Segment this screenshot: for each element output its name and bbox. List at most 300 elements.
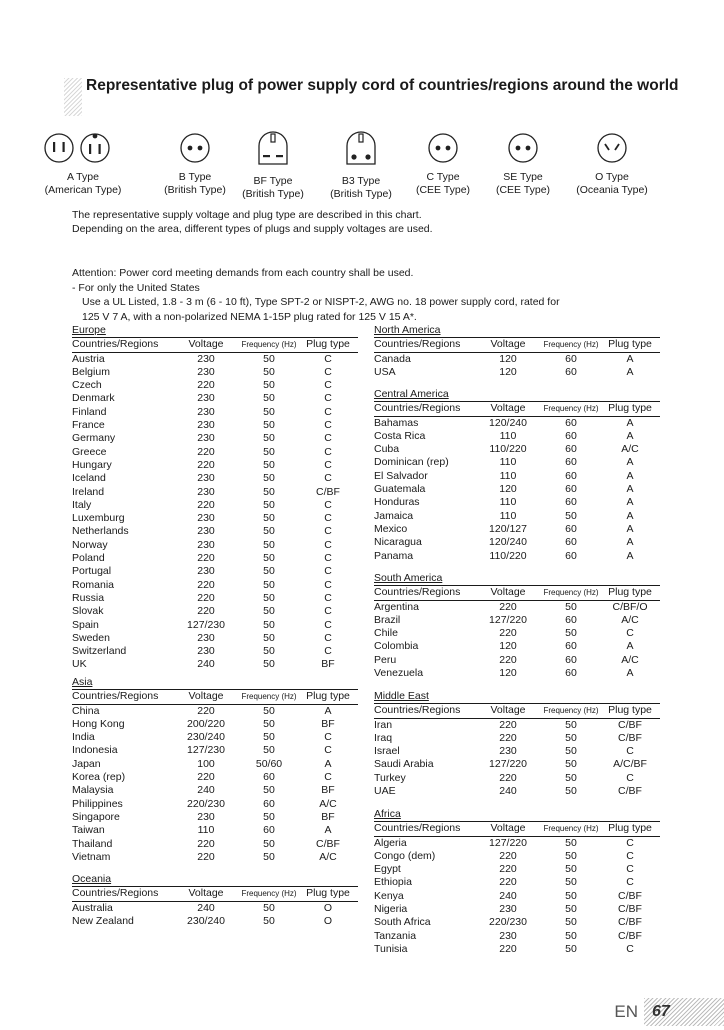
- cell-plug: C: [324, 605, 332, 618]
- cell-plug: A: [626, 640, 634, 653]
- region-title: Africa: [374, 808, 401, 820]
- plug-b-icon: [177, 128, 213, 164]
- cell-plug: C/BF: [618, 889, 642, 902]
- cell-country: Iceland: [72, 472, 106, 485]
- cell-country: USA: [374, 365, 396, 378]
- plug-c-icon: [425, 128, 461, 164]
- table-row: [72, 915, 358, 928]
- cell-country: Australia: [72, 901, 113, 914]
- cell-plug: C: [324, 472, 332, 485]
- region-table: [72, 886, 358, 928]
- cell-plug: C/BF: [618, 718, 642, 731]
- region-africa: [374, 808, 660, 956]
- table-row: [374, 456, 660, 469]
- cell-plug: C/BF: [618, 929, 642, 942]
- cell-country: Hong Kong: [72, 717, 125, 730]
- cell-country: Canada: [374, 352, 411, 365]
- cell-frequency: 50: [263, 645, 275, 658]
- table-header: [374, 402, 660, 416]
- cell-frequency: 60: [263, 797, 275, 810]
- table-row: [374, 930, 660, 943]
- region-title: Europe: [72, 324, 106, 336]
- cell-country: Norway: [72, 538, 108, 551]
- table-row: [374, 876, 660, 889]
- table-row: [374, 718, 660, 732]
- cell-plug: C: [324, 578, 332, 591]
- cell-country: Egypt: [374, 863, 401, 876]
- col-voltage: Voltage: [490, 704, 526, 717]
- cell-frequency: 50: [565, 903, 577, 916]
- table-row: [72, 731, 358, 744]
- cell-plug: C: [324, 432, 332, 445]
- col-country: Countries/Regions: [374, 822, 461, 835]
- cell-frequency: 50: [565, 836, 577, 849]
- cell-country: Taiwan: [72, 824, 105, 837]
- table-header: [72, 338, 358, 352]
- cell-frequency: 50: [565, 929, 577, 942]
- cell-voltage: 220: [499, 771, 517, 784]
- cell-frequency: 50: [263, 717, 275, 730]
- cell-frequency: 50: [565, 889, 577, 902]
- cell-voltage: 120/240: [489, 416, 527, 429]
- region-title: Oceania: [72, 873, 112, 885]
- cell-frequency: 50: [565, 863, 577, 876]
- region-table: [72, 337, 358, 671]
- plug-name: O Type: [595, 171, 629, 183]
- cell-voltage: 120: [499, 640, 517, 653]
- cell-frequency: 50: [263, 704, 275, 717]
- cell-frequency: 50: [565, 849, 577, 862]
- cell-voltage: 120: [499, 365, 517, 378]
- table-row: [374, 483, 660, 496]
- cell-frequency: 50: [263, 578, 275, 591]
- cell-voltage: 240: [499, 889, 517, 902]
- cell-country: Russia: [72, 591, 105, 604]
- cell-voltage: 220/230: [187, 797, 225, 810]
- cell-country: Thailand: [72, 837, 113, 850]
- cell-plug: C/BF: [618, 903, 642, 916]
- cell-plug: C: [324, 458, 332, 471]
- table-row: [72, 459, 358, 472]
- cell-country: Venezuela: [374, 667, 424, 680]
- cell-frequency: 60: [565, 416, 577, 429]
- col-frequency: Frequency (Hz): [241, 692, 297, 702]
- col-voltage: Voltage: [490, 402, 526, 415]
- region-title: Middle East: [374, 690, 429, 702]
- cell-plug: A: [626, 469, 634, 482]
- table-row: [374, 470, 660, 483]
- cell-voltage: 220: [197, 704, 215, 717]
- table-row: [72, 419, 358, 432]
- page-number-value: 67: [644, 998, 724, 1026]
- cell-country: Jamaica: [374, 509, 414, 522]
- cell-voltage: 110/220: [489, 549, 527, 562]
- cell-frequency: 60: [565, 549, 577, 562]
- cell-plug: A: [626, 496, 634, 509]
- plug-name: BF Type: [253, 175, 293, 187]
- table-row: [72, 432, 358, 445]
- cell-plug: C: [324, 405, 332, 418]
- table-header: [374, 338, 660, 352]
- col-frequency: Frequency (Hz): [543, 404, 599, 414]
- cell-frequency: 50: [263, 392, 275, 405]
- table-row: [374, 785, 660, 798]
- cell-country: Korea (rep): [72, 771, 126, 784]
- table-row: [72, 539, 358, 552]
- table-row: [374, 890, 660, 903]
- title-marker: [64, 78, 82, 116]
- cell-plug: A: [324, 824, 332, 837]
- col-voltage: Voltage: [490, 338, 526, 351]
- cell-voltage: 230: [197, 485, 215, 498]
- cell-country: Portugal: [72, 565, 112, 578]
- table-row: [72, 379, 358, 392]
- plug-subtitle: (American Type): [44, 184, 122, 196]
- cell-country: Kenya: [374, 889, 404, 902]
- cell-plug: A: [324, 757, 332, 770]
- table-row: [374, 745, 660, 758]
- cell-plug: C: [324, 352, 332, 365]
- cell-voltage: 230: [197, 432, 215, 445]
- cell-country: El Salvador: [374, 469, 428, 482]
- cell-voltage: 200/220: [187, 717, 225, 730]
- table-row: [374, 627, 660, 640]
- cell-voltage: 220: [499, 876, 517, 889]
- cell-country: Czech: [72, 379, 102, 392]
- cell-plug: C: [626, 942, 634, 955]
- region-asia: [72, 676, 358, 864]
- region-south-america: [374, 572, 660, 680]
- cell-voltage: 120: [499, 483, 517, 496]
- cell-voltage: 110/220: [489, 443, 527, 456]
- cell-country: Italy: [72, 498, 92, 511]
- table-row: [374, 523, 660, 536]
- region-oceania: [72, 873, 358, 928]
- cell-voltage: 220: [499, 849, 517, 862]
- col-frequency: Frequency (Hz): [241, 340, 297, 350]
- cell-frequency: 50: [565, 916, 577, 929]
- table-row: [72, 499, 358, 512]
- cell-plug: C: [324, 365, 332, 378]
- col-voltage: Voltage: [188, 338, 224, 351]
- cell-frequency: 60: [263, 824, 275, 837]
- table-row: [72, 565, 358, 578]
- cell-frequency: 50: [565, 600, 577, 613]
- cell-frequency: 50: [263, 485, 275, 498]
- table-row: [374, 863, 660, 876]
- cell-voltage: 110: [197, 824, 215, 837]
- col-country: Countries/Regions: [72, 887, 159, 900]
- cell-plug: A/C/BF: [613, 758, 647, 771]
- cell-voltage: 220: [197, 605, 215, 618]
- col-frequency: Frequency (Hz): [543, 340, 599, 350]
- table-header: [72, 690, 358, 704]
- cell-voltage: 220: [499, 942, 517, 955]
- region-table: [374, 337, 660, 379]
- cell-plug: A: [626, 667, 634, 680]
- cell-plug: C: [324, 771, 332, 784]
- col-plug: Plug type: [608, 338, 652, 351]
- cell-voltage: 220: [197, 578, 215, 591]
- cell-plug: C: [324, 445, 332, 458]
- region-table: [374, 585, 660, 680]
- col-voltage: Voltage: [188, 887, 224, 900]
- table-row: [374, 916, 660, 929]
- cell-voltage: 230: [197, 419, 215, 432]
- table-row: [72, 552, 358, 565]
- cell-plug: BF: [321, 717, 335, 730]
- cell-voltage: 220: [499, 627, 517, 640]
- cell-country: Indonesia: [72, 744, 118, 757]
- cell-plug: C/BF: [618, 785, 642, 798]
- cell-frequency: 50: [565, 509, 577, 522]
- cell-voltage: 127/220: [489, 836, 527, 849]
- cell-frequency: 50: [263, 525, 275, 538]
- region-title: North America: [374, 324, 441, 336]
- cell-voltage: 230: [499, 929, 517, 942]
- col-voltage: Voltage: [490, 822, 526, 835]
- cell-plug: C/BF: [316, 837, 340, 850]
- cell-plug: C/BF: [618, 731, 642, 744]
- table-row: [374, 772, 660, 785]
- plug-subtitle: (CEE Type): [495, 184, 551, 196]
- table-row: [374, 732, 660, 745]
- table-row: [72, 901, 358, 915]
- table-row: [72, 704, 358, 718]
- cell-voltage: 220: [197, 850, 215, 863]
- cell-frequency: 50: [263, 379, 275, 392]
- cell-frequency: 50: [565, 942, 577, 955]
- attention-note: [72, 266, 560, 324]
- cell-frequency: 60: [565, 536, 577, 549]
- cell-plug: A/C: [319, 850, 337, 863]
- cell-plug: O: [323, 901, 333, 914]
- col-country: Countries/Regions: [72, 690, 159, 703]
- table-row: [374, 600, 660, 614]
- cell-country: Chile: [374, 627, 398, 640]
- plug-subtitle: (British Type): [330, 188, 392, 200]
- cell-plug: A: [626, 483, 634, 496]
- table-row: [374, 536, 660, 549]
- table-row: [72, 658, 358, 671]
- cell-country: Guatemala: [374, 483, 426, 496]
- region-title: Central America: [374, 388, 449, 400]
- cell-voltage: 110: [499, 456, 517, 469]
- cell-plug: C: [324, 419, 332, 432]
- page-number: [614, 998, 724, 1026]
- table-row: [72, 718, 358, 731]
- cell-country: Ethiopia: [374, 876, 412, 889]
- table-row: [72, 771, 358, 784]
- cell-voltage: 127/220: [489, 758, 527, 771]
- cell-country: Costa Rica: [374, 429, 426, 442]
- cell-plug: C: [626, 863, 634, 876]
- table-row: [72, 352, 358, 366]
- cell-plug: A: [324, 704, 332, 717]
- cell-country: Japan: [72, 757, 101, 770]
- cell-country: Israel: [374, 745, 400, 758]
- cell-country: Luxemburg: [72, 512, 125, 525]
- table-row: [72, 645, 358, 658]
- cell-frequency: 50: [263, 365, 275, 378]
- region-title: South America: [374, 572, 443, 584]
- region-table: [374, 401, 660, 563]
- cell-country: Vietnam: [72, 850, 111, 863]
- cell-country: Dominican (rep): [374, 456, 449, 469]
- col-country: Countries/Regions: [374, 338, 461, 351]
- cell-frequency: 50: [263, 498, 275, 511]
- cell-plug: C: [324, 498, 332, 511]
- cell-country: Slovak: [72, 605, 104, 618]
- cell-plug: A: [626, 365, 634, 378]
- cell-voltage: 230: [197, 645, 215, 658]
- cell-plug: C: [626, 627, 634, 640]
- col-plug: Plug type: [608, 704, 652, 717]
- cell-voltage: 127/220: [489, 613, 527, 626]
- table-row: [72, 838, 358, 851]
- cell-voltage: 230: [499, 903, 517, 916]
- table-row: [374, 903, 660, 916]
- cell-country: Malaysia: [72, 784, 114, 797]
- cell-plug: A: [626, 549, 634, 562]
- plug-subtitle: (British Type): [242, 188, 304, 200]
- cell-voltage: 220: [197, 837, 215, 850]
- cell-voltage: 230: [197, 565, 215, 578]
- cell-voltage: 230/240: [187, 914, 225, 927]
- cell-frequency: 50: [263, 744, 275, 757]
- table-row: [374, 443, 660, 456]
- cell-voltage: 127/230: [187, 744, 225, 757]
- cell-frequency: 50: [263, 901, 275, 914]
- col-country: Countries/Regions: [374, 402, 461, 415]
- cell-frequency: 50: [263, 631, 275, 644]
- cell-frequency: 60: [565, 429, 577, 442]
- cell-frequency: 50: [263, 591, 275, 604]
- cell-country: Ireland: [72, 485, 105, 498]
- col-plug: Plug type: [608, 586, 652, 599]
- cell-voltage: 127/230: [187, 618, 225, 631]
- cell-plug: A: [626, 536, 634, 549]
- cell-voltage: 110: [499, 469, 517, 482]
- table-row: [72, 824, 358, 837]
- table-row: [72, 392, 358, 405]
- cell-plug: BF: [321, 810, 335, 823]
- cell-voltage: 120: [499, 667, 517, 680]
- cell-country: Romania: [72, 578, 115, 591]
- cell-frequency: 50: [565, 718, 577, 731]
- cell-frequency: 50: [263, 419, 275, 432]
- cell-country: Cuba: [374, 443, 400, 456]
- table-row: [374, 352, 660, 366]
- cell-plug: A: [626, 456, 634, 469]
- cell-voltage: 110: [499, 429, 517, 442]
- cell-country: Austria: [72, 352, 105, 365]
- plug-a-icon: [41, 128, 125, 164]
- cell-voltage: 240: [499, 785, 517, 798]
- cell-country: France: [72, 419, 105, 432]
- cell-country: Hungary: [72, 458, 112, 471]
- cell-country: Algeria: [374, 836, 407, 849]
- cell-plug: C: [626, 771, 634, 784]
- cell-frequency: 60: [263, 771, 275, 784]
- cell-plug: O: [323, 914, 333, 927]
- cell-frequency: 50: [263, 352, 275, 365]
- cell-voltage: 120/127: [489, 522, 527, 535]
- cell-voltage: 230/240: [187, 731, 225, 744]
- cell-plug: C: [324, 744, 332, 757]
- plug-subtitle: (CEE Type): [415, 184, 471, 196]
- table-row: [374, 640, 660, 653]
- cell-voltage: 240: [197, 784, 215, 797]
- col-plug: Plug type: [306, 690, 350, 703]
- cell-country: Panama: [374, 549, 414, 562]
- cell-frequency: 50/60: [255, 757, 283, 770]
- cell-voltage: 230: [197, 525, 215, 538]
- table-row: [72, 486, 358, 499]
- cell-frequency: 50: [263, 850, 275, 863]
- cell-country: Germany: [72, 432, 116, 445]
- cell-voltage: 230: [197, 538, 215, 551]
- plug-subtitle: (Oceania Type): [576, 184, 648, 196]
- cell-plug: BF: [321, 658, 335, 671]
- cell-voltage: 230: [197, 352, 215, 365]
- plug-name: C Type: [426, 171, 460, 183]
- table-row: [72, 784, 358, 797]
- cell-voltage: 230: [499, 745, 517, 758]
- cell-plug: A: [626, 429, 634, 442]
- cell-voltage: 230: [197, 365, 215, 378]
- cell-plug: C: [324, 731, 332, 744]
- attention-line: 125 V 7 A, with a non-polarized NEMA 1-15P plug rated for 125 V 15 A*.: [82, 310, 417, 323]
- table-row: [374, 430, 660, 443]
- cell-plug: C: [324, 525, 332, 538]
- cell-voltage: 230: [197, 472, 215, 485]
- cell-frequency: 50: [263, 552, 275, 565]
- cell-voltage: 110: [499, 509, 517, 522]
- cell-frequency: 50: [263, 512, 275, 525]
- attention-line: Attention: Power cord meeting demands from each country shall be used.: [72, 267, 414, 279]
- cell-plug: A/C: [621, 613, 639, 626]
- cell-plug: C: [626, 849, 634, 862]
- col-frequency: Frequency (Hz): [543, 824, 599, 834]
- cell-country: Finland: [72, 405, 107, 418]
- table-row: [72, 472, 358, 485]
- cell-frequency: 50: [263, 658, 275, 671]
- cell-voltage: 120: [499, 352, 517, 365]
- attention-line: Use a UL Listed, 1.8 - 3 m (6 - 10 ft), Type SPT-2 or NISPT-2, AWG no. 18 power supply cord, rated for: [82, 296, 560, 308]
- cell-country: UK: [72, 658, 87, 671]
- cell-country: Brazil: [374, 613, 401, 626]
- col-country: Countries/Regions: [72, 338, 159, 351]
- cell-frequency: 50: [263, 810, 275, 823]
- table-row: [374, 836, 660, 850]
- cell-plug: A: [626, 352, 634, 365]
- cell-frequency: 50: [565, 627, 577, 640]
- cell-country: Greece: [72, 445, 107, 458]
- cell-voltage: 230: [197, 512, 215, 525]
- cell-plug: A: [626, 509, 634, 522]
- cell-voltage: 220: [499, 718, 517, 731]
- cell-frequency: 50: [565, 785, 577, 798]
- cell-voltage: 230: [197, 631, 215, 644]
- cell-frequency: 50: [263, 405, 275, 418]
- cell-voltage: 230: [197, 405, 215, 418]
- cell-plug: C/BF: [316, 485, 340, 498]
- col-plug: Plug type: [608, 822, 652, 835]
- region-table: [374, 821, 660, 956]
- col-country: Countries/Regions: [374, 704, 461, 717]
- cell-frequency: 50: [263, 914, 275, 927]
